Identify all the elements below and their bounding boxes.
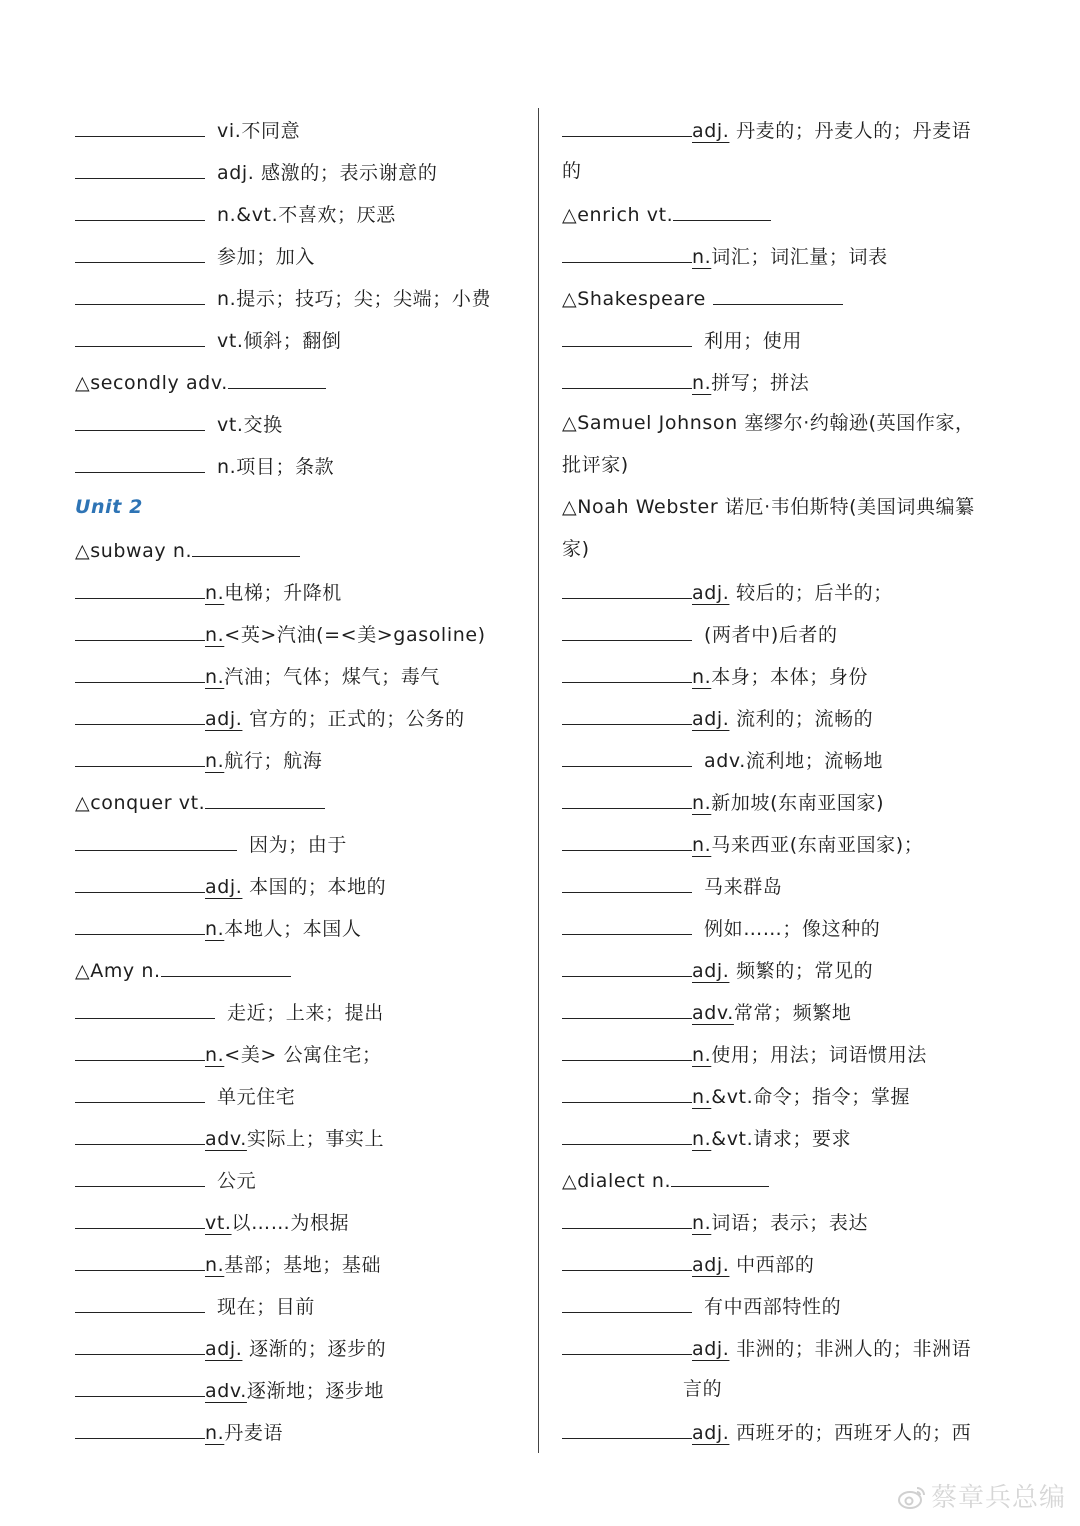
vocab-line	[75, 654, 530, 696]
definition-text: <英>汽油(=<美>gasoline)	[224, 624, 486, 646]
vocab-line	[75, 1326, 530, 1368]
part-of-speech: n.	[205, 666, 225, 688]
definition-text: 航行；航海	[224, 750, 323, 772]
definition-text: 基部；基地；基础	[224, 1254, 382, 1276]
vocab-line	[562, 696, 1012, 738]
triangle-icon: △	[75, 372, 91, 394]
definition-text: vt.倾斜；翻倒	[217, 330, 342, 352]
definition-text: adj. 感激的；表示谢意的	[217, 162, 438, 184]
part-of-speech: adj.	[692, 120, 730, 142]
definition-text: vi.不同意	[217, 120, 301, 142]
definition-text: 常常；频繁地	[733, 1002, 852, 1024]
answer-blank[interactable]	[75, 1410, 205, 1439]
definition-text: 词语；表示；表达	[711, 1212, 869, 1234]
answer-blank[interactable]	[671, 1158, 769, 1187]
answer-blank[interactable]	[562, 738, 692, 767]
vocab-line	[562, 654, 1012, 696]
triangle-icon: △	[562, 412, 578, 434]
part-of-speech: n.	[692, 1086, 712, 1108]
vocab-line	[75, 486, 530, 528]
column-divider	[538, 108, 539, 1453]
answer-blank[interactable]	[562, 1326, 692, 1355]
definition-text: 批评家)	[562, 454, 629, 476]
part-of-speech: n.	[205, 1422, 225, 1444]
vocab-line	[562, 1410, 1012, 1452]
vocab-line	[562, 402, 1012, 444]
answer-blank[interactable]	[562, 612, 692, 641]
answer-blank[interactable]	[562, 864, 692, 893]
answer-blank[interactable]	[562, 906, 692, 935]
definition-text: 家)	[562, 538, 590, 560]
definition-text: 马来西亚(东南亚国家)；	[711, 834, 924, 856]
answer-blank[interactable]	[75, 738, 205, 767]
definition-text: 流利的；流畅的	[729, 708, 874, 730]
triangle-icon: △	[562, 496, 578, 518]
part-of-speech: n.	[205, 1044, 225, 1066]
part-of-speech: n.	[692, 1128, 712, 1150]
vocab-line	[562, 822, 1012, 864]
vocab-line	[75, 864, 530, 906]
definition-text: 新加坡(东南亚国家)	[711, 792, 885, 814]
answer-blank[interactable]	[75, 570, 205, 599]
definition-text: 因为；由于	[249, 834, 348, 856]
answer-blank[interactable]	[562, 1116, 692, 1145]
definition-text: 本国的；本地的	[242, 876, 387, 898]
definition-text: 电梯；升降机	[224, 582, 342, 604]
answer-blank[interactable]	[75, 318, 205, 347]
answer-blank[interactable]	[75, 150, 205, 179]
vocab-line	[562, 1074, 1012, 1116]
vocab-line	[562, 318, 1012, 360]
vocab-line	[75, 1242, 530, 1284]
answer-blank[interactable]	[75, 1158, 205, 1187]
vocab-line	[75, 822, 530, 864]
definition-text: 以……为根据	[231, 1212, 350, 1234]
unit-heading: Unit 2	[75, 496, 143, 518]
definition-text: Amy n.	[90, 960, 161, 982]
answer-blank[interactable]	[205, 780, 325, 809]
vocab-line	[75, 738, 530, 780]
answer-blank[interactable]	[562, 1200, 692, 1229]
definition-text: dialect n.	[577, 1170, 672, 1192]
vocab-line	[562, 1200, 1012, 1242]
triangle-icon: △	[562, 288, 578, 310]
watermark-text: 蔡章兵总编	[930, 1483, 1066, 1513]
answer-blank[interactable]	[562, 570, 692, 599]
answer-blank[interactable]	[562, 696, 692, 725]
definition-text: 词汇；词汇量；词表	[711, 246, 888, 268]
answer-blank[interactable]	[75, 864, 205, 893]
part-of-speech: adj.	[692, 708, 730, 730]
answer-blank[interactable]	[75, 1074, 205, 1103]
part-of-speech: n.	[692, 792, 712, 814]
definition-text: enrich vt.	[577, 204, 674, 226]
vocab-line	[562, 864, 1012, 906]
definition-text: 的	[562, 160, 582, 182]
vocab-line	[562, 990, 1012, 1032]
definition-text: 言的	[683, 1378, 723, 1400]
answer-blank[interactable]	[562, 822, 692, 851]
definition-text: 逐渐的；逐步的	[242, 1338, 387, 1360]
vocab-line	[562, 612, 1012, 654]
vocab-line	[75, 1284, 530, 1326]
answer-blank[interactable]	[562, 360, 692, 389]
vocab-line	[562, 360, 1012, 402]
answer-blank[interactable]	[75, 1368, 205, 1397]
definition-text: 现在；目前	[217, 1296, 316, 1318]
answer-blank[interactable]	[75, 1032, 205, 1061]
vocab-line	[562, 948, 1012, 990]
definition-text: n.&vt.不喜欢；厌恶	[217, 204, 396, 226]
vocab-line	[562, 528, 1012, 570]
vocab-line	[75, 570, 530, 612]
answer-blank[interactable]	[228, 360, 326, 389]
answer-blank[interactable]	[562, 234, 692, 263]
part-of-speech: adj.	[692, 1254, 730, 1276]
definition-text: 有中西部特性的	[704, 1296, 842, 1318]
triangle-icon: △	[75, 960, 91, 982]
part-of-speech: n.	[205, 582, 225, 604]
answer-blank[interactable]	[562, 108, 692, 137]
vocab-line	[75, 990, 530, 1032]
part-of-speech: adj.	[692, 1422, 730, 1444]
definition-text: 参加；加入	[217, 246, 316, 268]
part-of-speech: adv.	[205, 1380, 247, 1402]
vocab-line	[562, 1368, 1012, 1410]
vocab-line	[75, 1158, 530, 1200]
answer-blank[interactable]	[562, 1074, 692, 1103]
vocab-line	[562, 1158, 1012, 1200]
definition-text: 汽油；气体；煤气；毒气	[224, 666, 440, 688]
part-of-speech: n.	[692, 1212, 712, 1234]
answer-blank[interactable]	[562, 1410, 692, 1439]
definition-text: Samuel Johnson 塞缪尔·约翰逊(英国作家，	[577, 412, 975, 434]
definition-text: Noah Webster 诺厄·韦伯斯特(美国词典编纂	[577, 496, 975, 518]
definition-text: secondly adv.	[90, 372, 228, 394]
answer-blank[interactable]	[75, 402, 205, 431]
part-of-speech: n.	[692, 834, 712, 856]
vocab-line	[75, 696, 530, 738]
part-of-speech: n.	[205, 624, 225, 646]
vocab-line	[75, 150, 530, 192]
part-of-speech: adj.	[692, 960, 730, 982]
definition-text: 公元	[217, 1170, 257, 1192]
vocab-line	[75, 192, 530, 234]
definition-text: 例如……；像这种的	[704, 918, 881, 940]
answer-blank[interactable]	[75, 822, 237, 851]
answer-blank[interactable]	[562, 1032, 692, 1061]
answer-blank[interactable]	[75, 192, 205, 221]
answer-blank[interactable]	[673, 192, 771, 221]
vocab-line	[75, 948, 530, 990]
vocab-line	[562, 1242, 1012, 1284]
part-of-speech: n.	[692, 246, 712, 268]
vocab-line	[75, 402, 530, 444]
definition-text: 拼写；拼法	[711, 372, 810, 394]
watermark	[897, 1477, 1066, 1518]
part-of-speech: adj.	[205, 1338, 243, 1360]
part-of-speech: adj.	[692, 1338, 730, 1360]
definition-text: <美> 公寓住宅；	[224, 1044, 382, 1066]
vocab-line	[562, 276, 1012, 318]
vocab-line	[75, 1200, 530, 1242]
answer-blank[interactable]	[192, 528, 300, 557]
definition-text: 中西部的	[729, 1254, 815, 1276]
vocab-line	[562, 444, 1012, 486]
vocab-line	[562, 486, 1012, 528]
part-of-speech: adj.	[205, 876, 243, 898]
answer-blank[interactable]	[75, 696, 205, 725]
part-of-speech: adj.	[692, 582, 730, 604]
answer-blank[interactable]	[75, 906, 205, 935]
definition-text: n.项目；条款	[217, 456, 335, 478]
definition-text: 丹麦的；丹麦人的；丹麦语	[729, 120, 972, 142]
vocab-line	[562, 738, 1012, 780]
vocab-line	[75, 360, 530, 402]
answer-blank[interactable]	[75, 1326, 205, 1355]
definition-text: n.提示；技巧；尖；尖端；小费	[217, 288, 492, 310]
vocab-line	[562, 1032, 1012, 1074]
definition-text: 较后的；后半的；	[729, 582, 893, 604]
definition-text: subway n.	[90, 540, 193, 562]
part-of-speech: adv.	[692, 1002, 734, 1024]
vocab-line	[75, 108, 530, 150]
definition-text: 实际上；事实上	[246, 1128, 385, 1150]
answer-blank[interactable]	[75, 276, 205, 305]
answer-blank[interactable]	[75, 990, 215, 1019]
vocab-line	[562, 1116, 1012, 1158]
vocab-line	[562, 192, 1012, 234]
answer-blank[interactable]	[75, 444, 205, 473]
vocab-line	[75, 318, 530, 360]
answer-blank[interactable]	[562, 654, 692, 683]
answer-blank[interactable]	[75, 612, 205, 641]
definition-text: 非洲的；非洲人的；非洲语	[729, 1338, 972, 1360]
part-of-speech: n.	[692, 1044, 712, 1066]
part-of-speech: n.	[692, 372, 712, 394]
definition-text: Shakespeare	[577, 288, 713, 310]
part-of-speech: n.	[692, 666, 712, 688]
vocab-line	[75, 1074, 530, 1116]
answer-blank[interactable]	[562, 990, 692, 1019]
vocab-line	[562, 150, 1012, 192]
vocab-line	[75, 612, 530, 654]
vocab-line	[75, 276, 530, 318]
definition-text: 马来群岛	[704, 876, 783, 898]
vocab-line	[75, 906, 530, 948]
triangle-icon: △	[75, 792, 91, 814]
definition-text: &vt.请求；要求	[711, 1128, 852, 1150]
answer-blank[interactable]	[562, 780, 692, 809]
definition-text: 西班牙的；西班牙人的；西	[729, 1422, 972, 1444]
definition-text: 利用；使用	[704, 330, 803, 352]
vocab-line	[562, 906, 1012, 948]
part-of-speech: n.	[205, 918, 225, 940]
definition-text: 单元住宅	[217, 1086, 296, 1108]
answer-blank[interactable]	[75, 1200, 205, 1229]
answer-blank[interactable]	[562, 948, 692, 977]
vocab-line	[75, 1032, 530, 1074]
vocab-line	[562, 1326, 1012, 1368]
weibo-icon	[897, 1485, 927, 1518]
definition-text: 走近；上来；提出	[227, 1002, 384, 1024]
part-of-speech: n.	[205, 750, 225, 772]
definition-text: 官方的；正式的；公务的	[242, 708, 465, 730]
definition-text: adv.流利地；流畅地	[704, 750, 884, 772]
answer-blank[interactable]	[562, 1242, 692, 1271]
part-of-speech: adj.	[205, 708, 243, 730]
part-of-speech: vt.	[205, 1212, 232, 1234]
vocab-line	[562, 234, 1012, 276]
answer-blank[interactable]	[75, 1116, 205, 1145]
answer-blank[interactable]	[562, 1284, 692, 1313]
triangle-icon: △	[562, 204, 578, 226]
vocab-line	[562, 570, 1012, 612]
triangle-icon: △	[75, 540, 91, 562]
answer-blank[interactable]	[75, 654, 205, 683]
answer-blank[interactable]	[75, 1242, 205, 1271]
definition-text: (两者中)后者的	[704, 624, 838, 646]
vocab-line	[562, 780, 1012, 822]
definition-text: &vt.命令；指令；掌握	[711, 1086, 911, 1108]
definition-text: 丹麦语	[224, 1422, 284, 1444]
definition-text: vt.交换	[217, 414, 283, 436]
definition-text: 本地人；本国人	[224, 918, 362, 940]
vocab-line	[75, 780, 530, 822]
vocab-line	[75, 1116, 530, 1158]
definition-text: 逐渐地；逐步地	[246, 1380, 385, 1402]
vocab-line	[75, 528, 530, 570]
triangle-icon: △	[562, 1170, 578, 1192]
right-column	[562, 108, 1012, 1452]
part-of-speech: n.	[205, 1254, 225, 1276]
vocab-line	[75, 1410, 530, 1452]
left-column	[75, 108, 530, 1452]
answer-blank[interactable]	[75, 1284, 205, 1313]
answer-blank[interactable]	[562, 318, 692, 347]
answer-blank[interactable]	[161, 948, 291, 977]
vocab-line	[562, 1284, 1012, 1326]
vocab-line	[75, 444, 530, 486]
vocab-line	[75, 1368, 530, 1410]
definition-text: 频繁的；常见的	[729, 960, 874, 982]
answer-blank[interactable]	[713, 276, 843, 305]
definition-text: 使用；用法；词语惯用法	[711, 1044, 927, 1066]
part-of-speech: adv.	[205, 1128, 247, 1150]
answer-blank[interactable]	[75, 108, 205, 137]
definition-text: 本身；本体；身份	[711, 666, 869, 688]
answer-blank[interactable]	[75, 234, 205, 263]
vocab-line	[562, 108, 1012, 150]
definition-text: conquer vt.	[90, 792, 206, 814]
vocab-line	[75, 234, 530, 276]
